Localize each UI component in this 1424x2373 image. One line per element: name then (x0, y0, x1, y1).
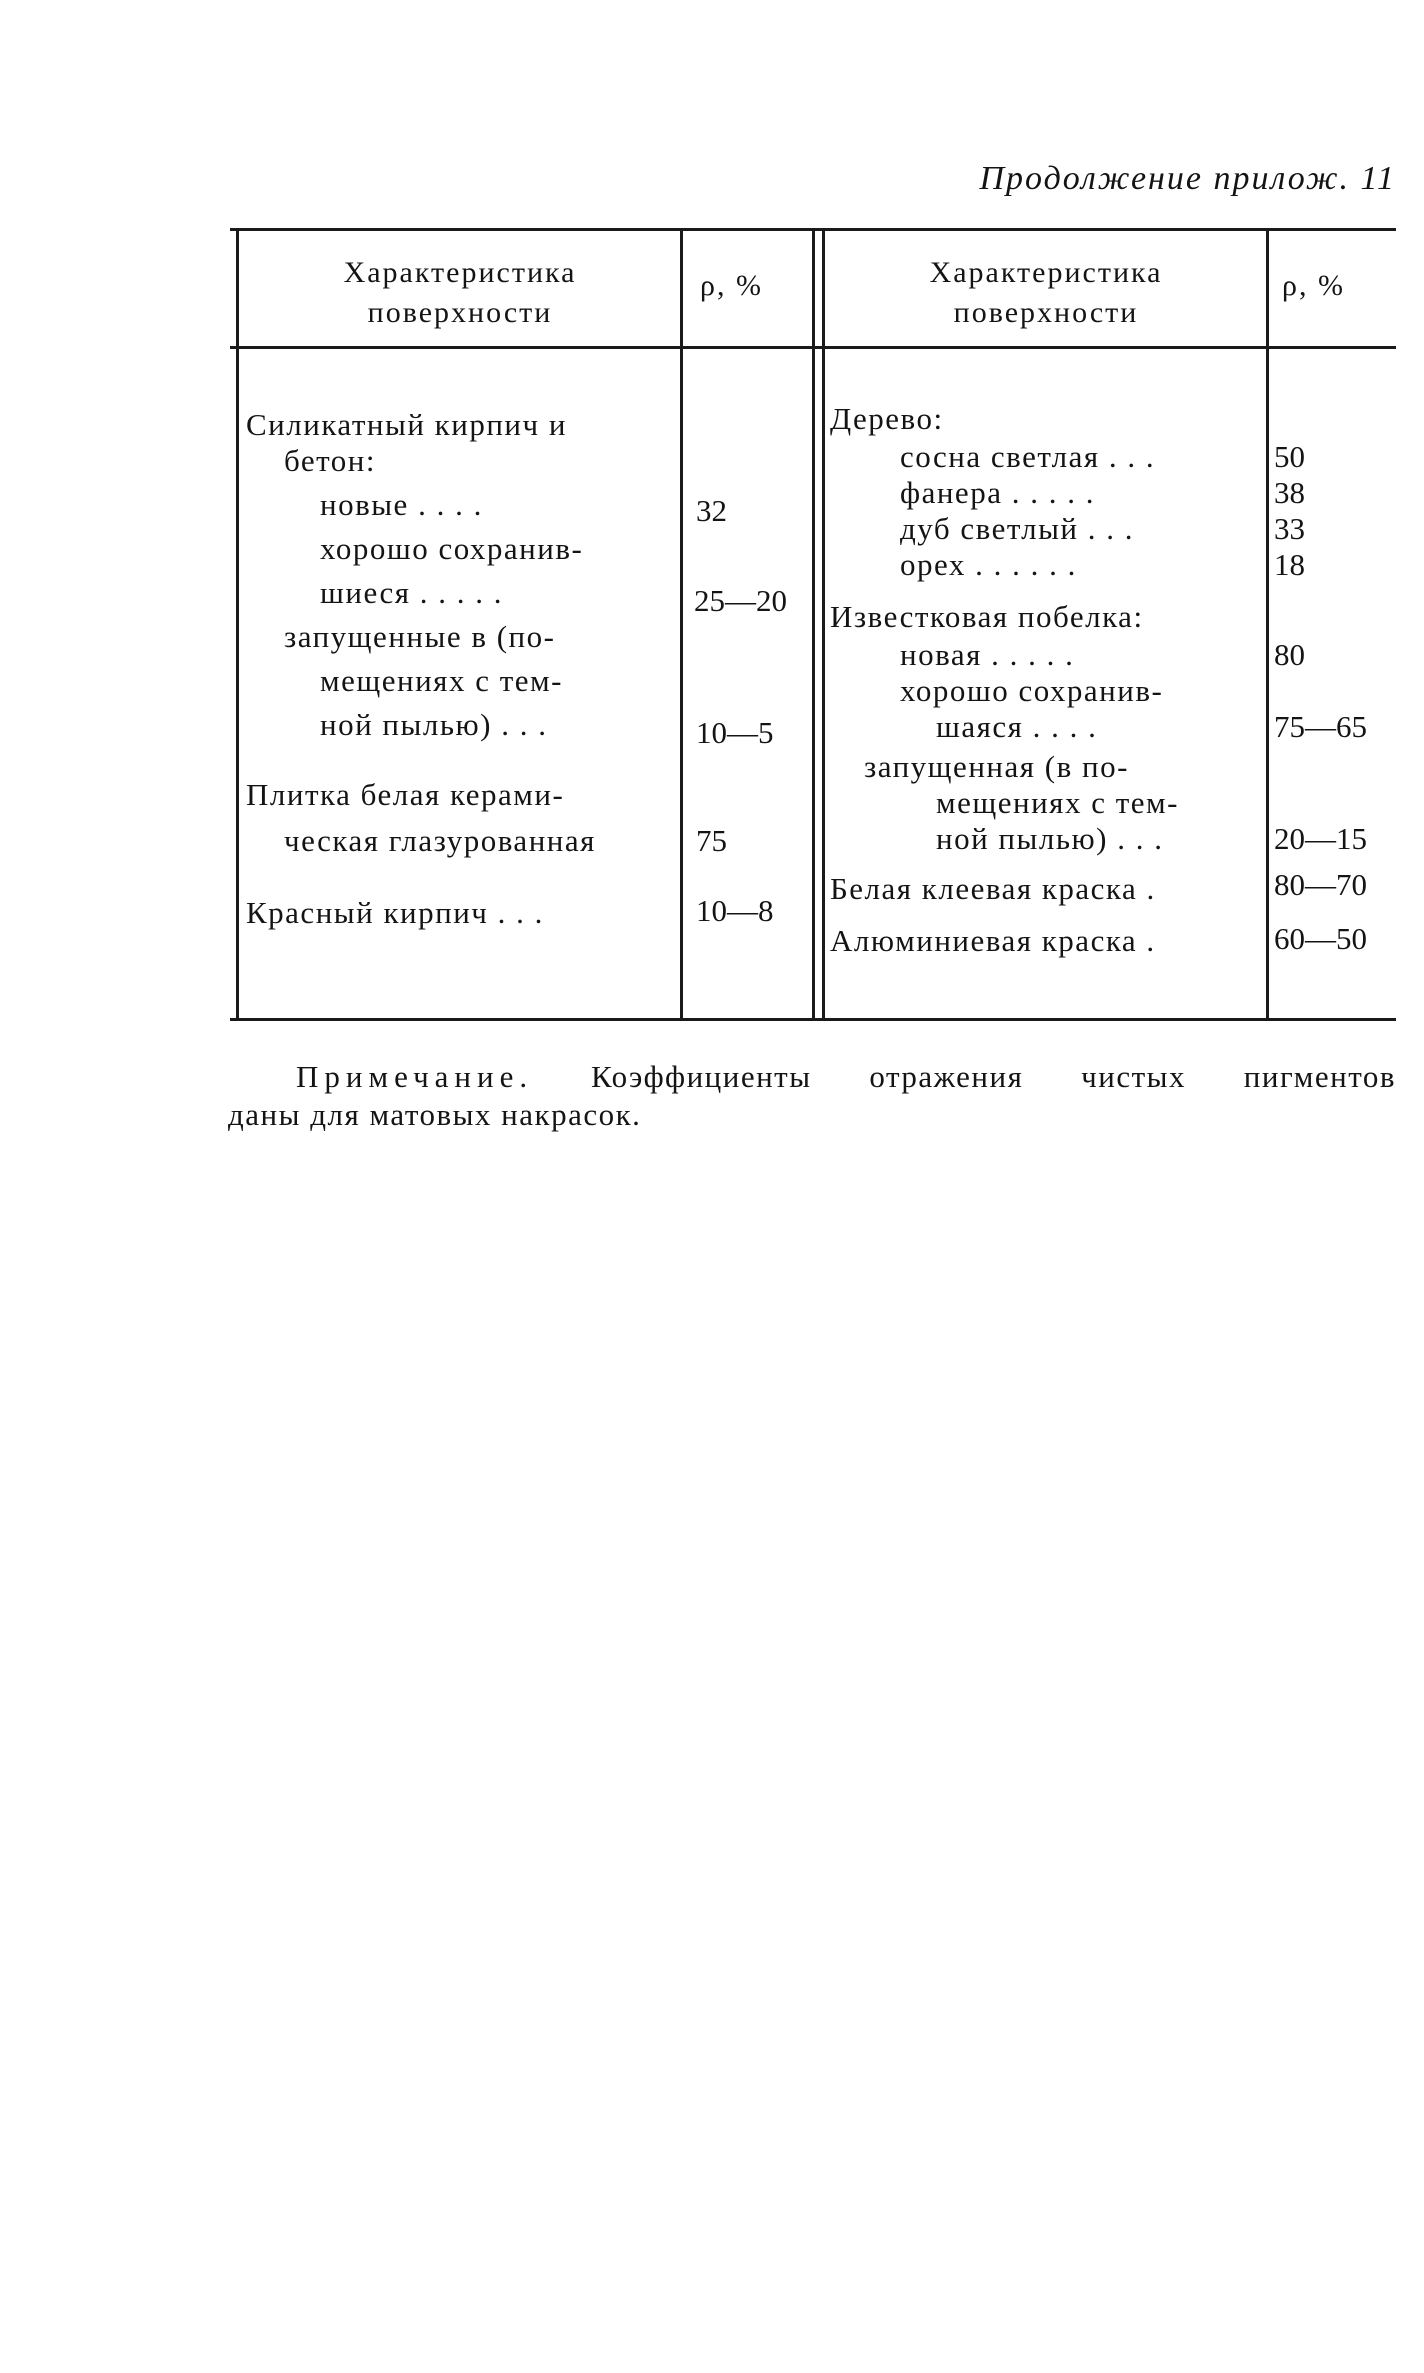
row-label: орех . . . . . . (900, 547, 1077, 582)
column-header-rho: ρ, % (700, 269, 763, 302)
row-label: Алюминиевая краска . (830, 923, 1156, 958)
row-label: дуб светлый . . . (900, 511, 1135, 546)
row-label: хорошо сохранив- (320, 531, 584, 566)
row-value: 60—50 (1274, 921, 1367, 956)
row-label: новая . . . . . (900, 637, 1075, 672)
row-value: 80 (1274, 637, 1305, 672)
column-divider (1266, 231, 1269, 1018)
header-rule (230, 346, 1396, 349)
row-label: мещениях с тем- (936, 785, 1179, 820)
row-label: хорошо сохранив- (900, 673, 1164, 708)
note-line-2: даны для матовых накрасок. (228, 1097, 642, 1132)
row-label: Белая клеевая краска . (830, 871, 1156, 906)
continuation-header: Продолжение прилож. 11 (979, 160, 1396, 197)
row-value: 80—70 (1274, 867, 1367, 902)
row-label: ческая глазурованная (284, 823, 596, 858)
row-label: Силикатный кирпич и (246, 407, 567, 442)
row-value: 75—65 (1274, 709, 1367, 744)
column-header-characteristic: Характеристика поверхности (343, 256, 577, 329)
row-label: Красный кирпич . . . (246, 895, 544, 930)
reflectance-table (230, 228, 1396, 1021)
row-label: Известковая побелка: (830, 599, 1144, 634)
row-value: 75 (696, 823, 727, 858)
table-border-left (236, 231, 239, 1018)
row-label: ной пылью) . . . (320, 707, 548, 742)
table-note (228, 1058, 1396, 1134)
row-label: запущенная (в по- (864, 749, 1129, 784)
double-divider-b (822, 231, 825, 1018)
row-value: 25—20 (694, 583, 787, 618)
row-label: шиеся . . . . . (320, 575, 504, 610)
column-header-rho: ρ, % (1282, 269, 1345, 302)
row-label: Плитка белая керами- (246, 777, 565, 812)
row-value: 20—15 (1274, 821, 1367, 856)
row-label: бетон: (284, 443, 376, 478)
column-header-characteristic: Характеристика поверхности (929, 256, 1163, 329)
row-value: 10—5 (696, 715, 774, 750)
row-value: 50 (1274, 439, 1305, 474)
row-value: 18 (1274, 547, 1305, 582)
column-divider (680, 231, 683, 1018)
row-label: шаяся . . . . (936, 709, 1098, 744)
row-value: 38 (1274, 475, 1305, 510)
note-line-1: Примечание. Коэффициенты отражения чистых пигментов (296, 1059, 1396, 1094)
row-label: сосна светлая . . . (900, 439, 1156, 474)
row-value: 32 (696, 493, 727, 528)
row-label: новые . . . . (320, 487, 483, 522)
row-label: запущенные в (по- (284, 619, 556, 654)
row-label: ной пылью) . . . (936, 821, 1164, 856)
row-value: 10—8 (696, 893, 774, 928)
row-label: Дерево: (830, 401, 944, 436)
row-value: 33 (1274, 511, 1305, 546)
double-divider-a (812, 231, 815, 1018)
row-label: мещениях с тем- (320, 663, 563, 698)
row-label: фанера . . . . . (900, 475, 1095, 510)
